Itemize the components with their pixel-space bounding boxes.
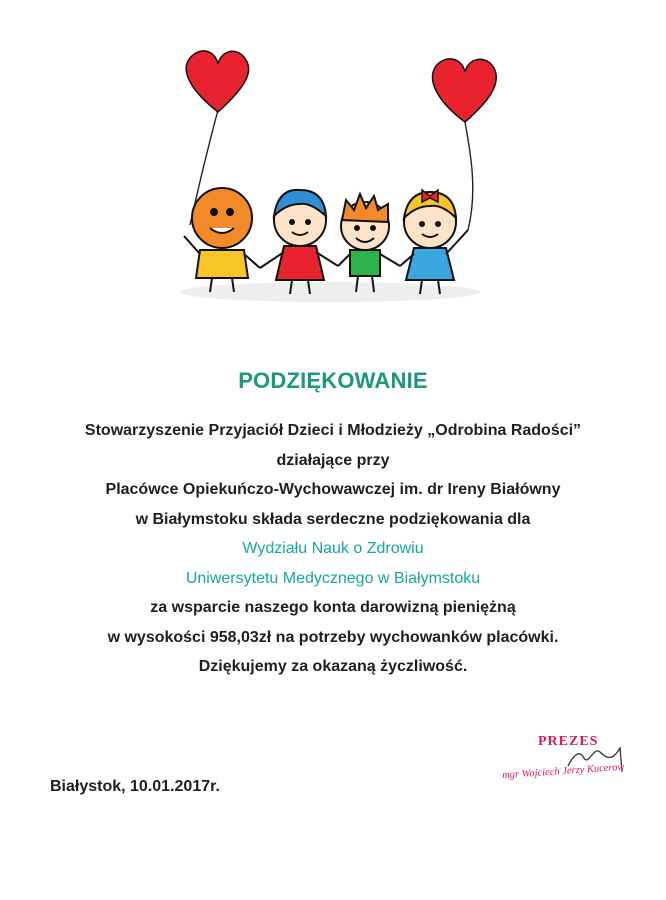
stamp-title: PREZES [538, 734, 599, 749]
heart-balloon-icon [433, 59, 497, 122]
recipient-university: Uniwersytetu Medycznego w Białymstoku [185, 569, 481, 587]
heart-balloon-icon [186, 51, 248, 112]
stamp-name: mgr Wojciech Jerzy Kucerow [501, 761, 625, 782]
children-with-heart-balloons-illustration [160, 40, 520, 310]
body-line: Stowarzyszenie Przyjaciół Dzieci i Młodzieży „Odrobina Radości” [84, 422, 582, 439]
child-icon [260, 190, 338, 294]
place-and-date: Białystok, 10.01.2017r. [50, 778, 220, 795]
child-icon [338, 194, 400, 292]
body-line: Dziękujemy za okazaną życzliwość. [198, 658, 468, 675]
body-line: za wsparcie naszego konta darowizną pieniężną [150, 599, 516, 616]
body-line: w wysokości 958,03zł na potrzeby wychowanków placówki. [107, 628, 559, 646]
body-line: w Białymstoku składa serdeczne podziękowania dla [135, 510, 531, 528]
president-stamp [492, 728, 652, 798]
body-line: Placówce Opiekuńczo-Wychowawczej im. dr Ireny Białówny [105, 481, 561, 498]
child-icon [400, 190, 468, 294]
child-icon [184, 188, 260, 292]
letter-body [0, 416, 666, 682]
recipient-faculty: Wydziału Nauk o Zdrowiu [242, 540, 424, 557]
body-line: działające przy [276, 451, 390, 469]
page-title: PODZIĘKOWANIE [238, 368, 428, 393]
